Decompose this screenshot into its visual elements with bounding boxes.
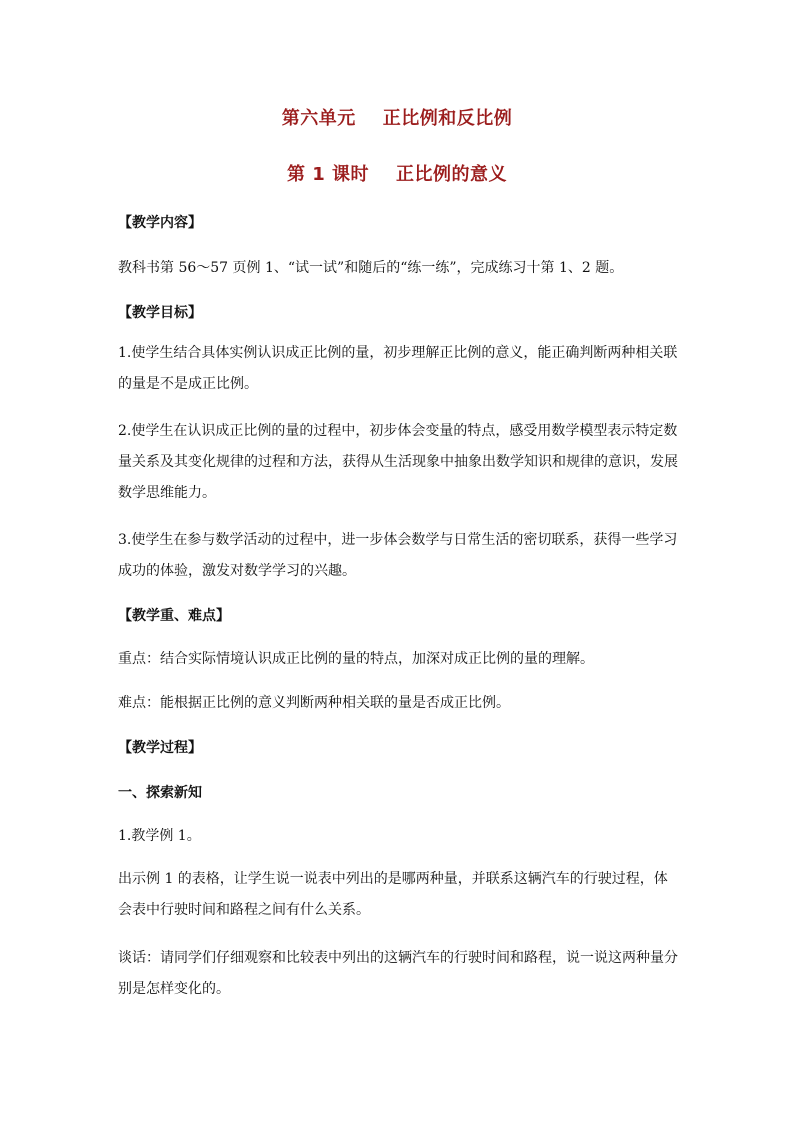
lesson-title: 第 1 课时 正比例的意义 [286,164,508,185]
step-1-text: 出示例 1 的表格，让学生说一说表中列出的是哪两种量，并联系这辆汽车的行驶过程，体会表中行驶时间和路程之间有什么关系。 [118,871,668,918]
difficult-point-text: 难点：能根据正比例的意义判断两种相关联的量是否成正比例。 [118,695,510,711]
goal-2-text: 2.使学生在认识成正比例的量的过程中，初步体会变量的特点，感受用数学模型表示特定数量关系及其变化规律的过程和方法，获得从生活现象中抽象出数学知识和规律的意识，发展数学思维能力。 [118,423,678,501]
teaching-process-heading: 【教学过程】 [118,740,202,756]
step-1-heading: 1.教学例 1。 [118,828,201,844]
teaching-goals-heading: 【教学目标】 [118,305,202,321]
key-point-text: 重点：结合实际情境认识成正比例的量的特点，加深对成正比例的量的理解。 [118,651,594,667]
goal-1-text: 1.使学生结合具体实例认识成正比例的量，初步理解正比例的意义，能正确判断两种相关联的量是不是成正比例。 [118,345,678,392]
teaching-content-text: 教科书第 56～57 页例 1、“试一试”和随后的“练一练”，完成练习十第 1、2 题。 [118,260,624,276]
goal-3-text: 3.使学生在参与数学活动的过程中，进一步体会数学与日常生活的密切联系，获得一些学习成功的体验，激发对数学学习的兴趣。 [118,532,678,579]
key-difficult-heading: 【教学重、难点】 [118,608,230,624]
teaching-content-heading: 【教学内容】 [118,215,202,231]
unit-title: 第六单元 正比例和反比例 [281,108,513,129]
part-1-heading: 一、探索新知 [118,785,202,801]
talk-text: 谈话：请同学们仔细观察和比较表中列出的这辆汽车的行驶时间和路程，说一说这两种量分别是怎样变化的。 [118,950,678,997]
